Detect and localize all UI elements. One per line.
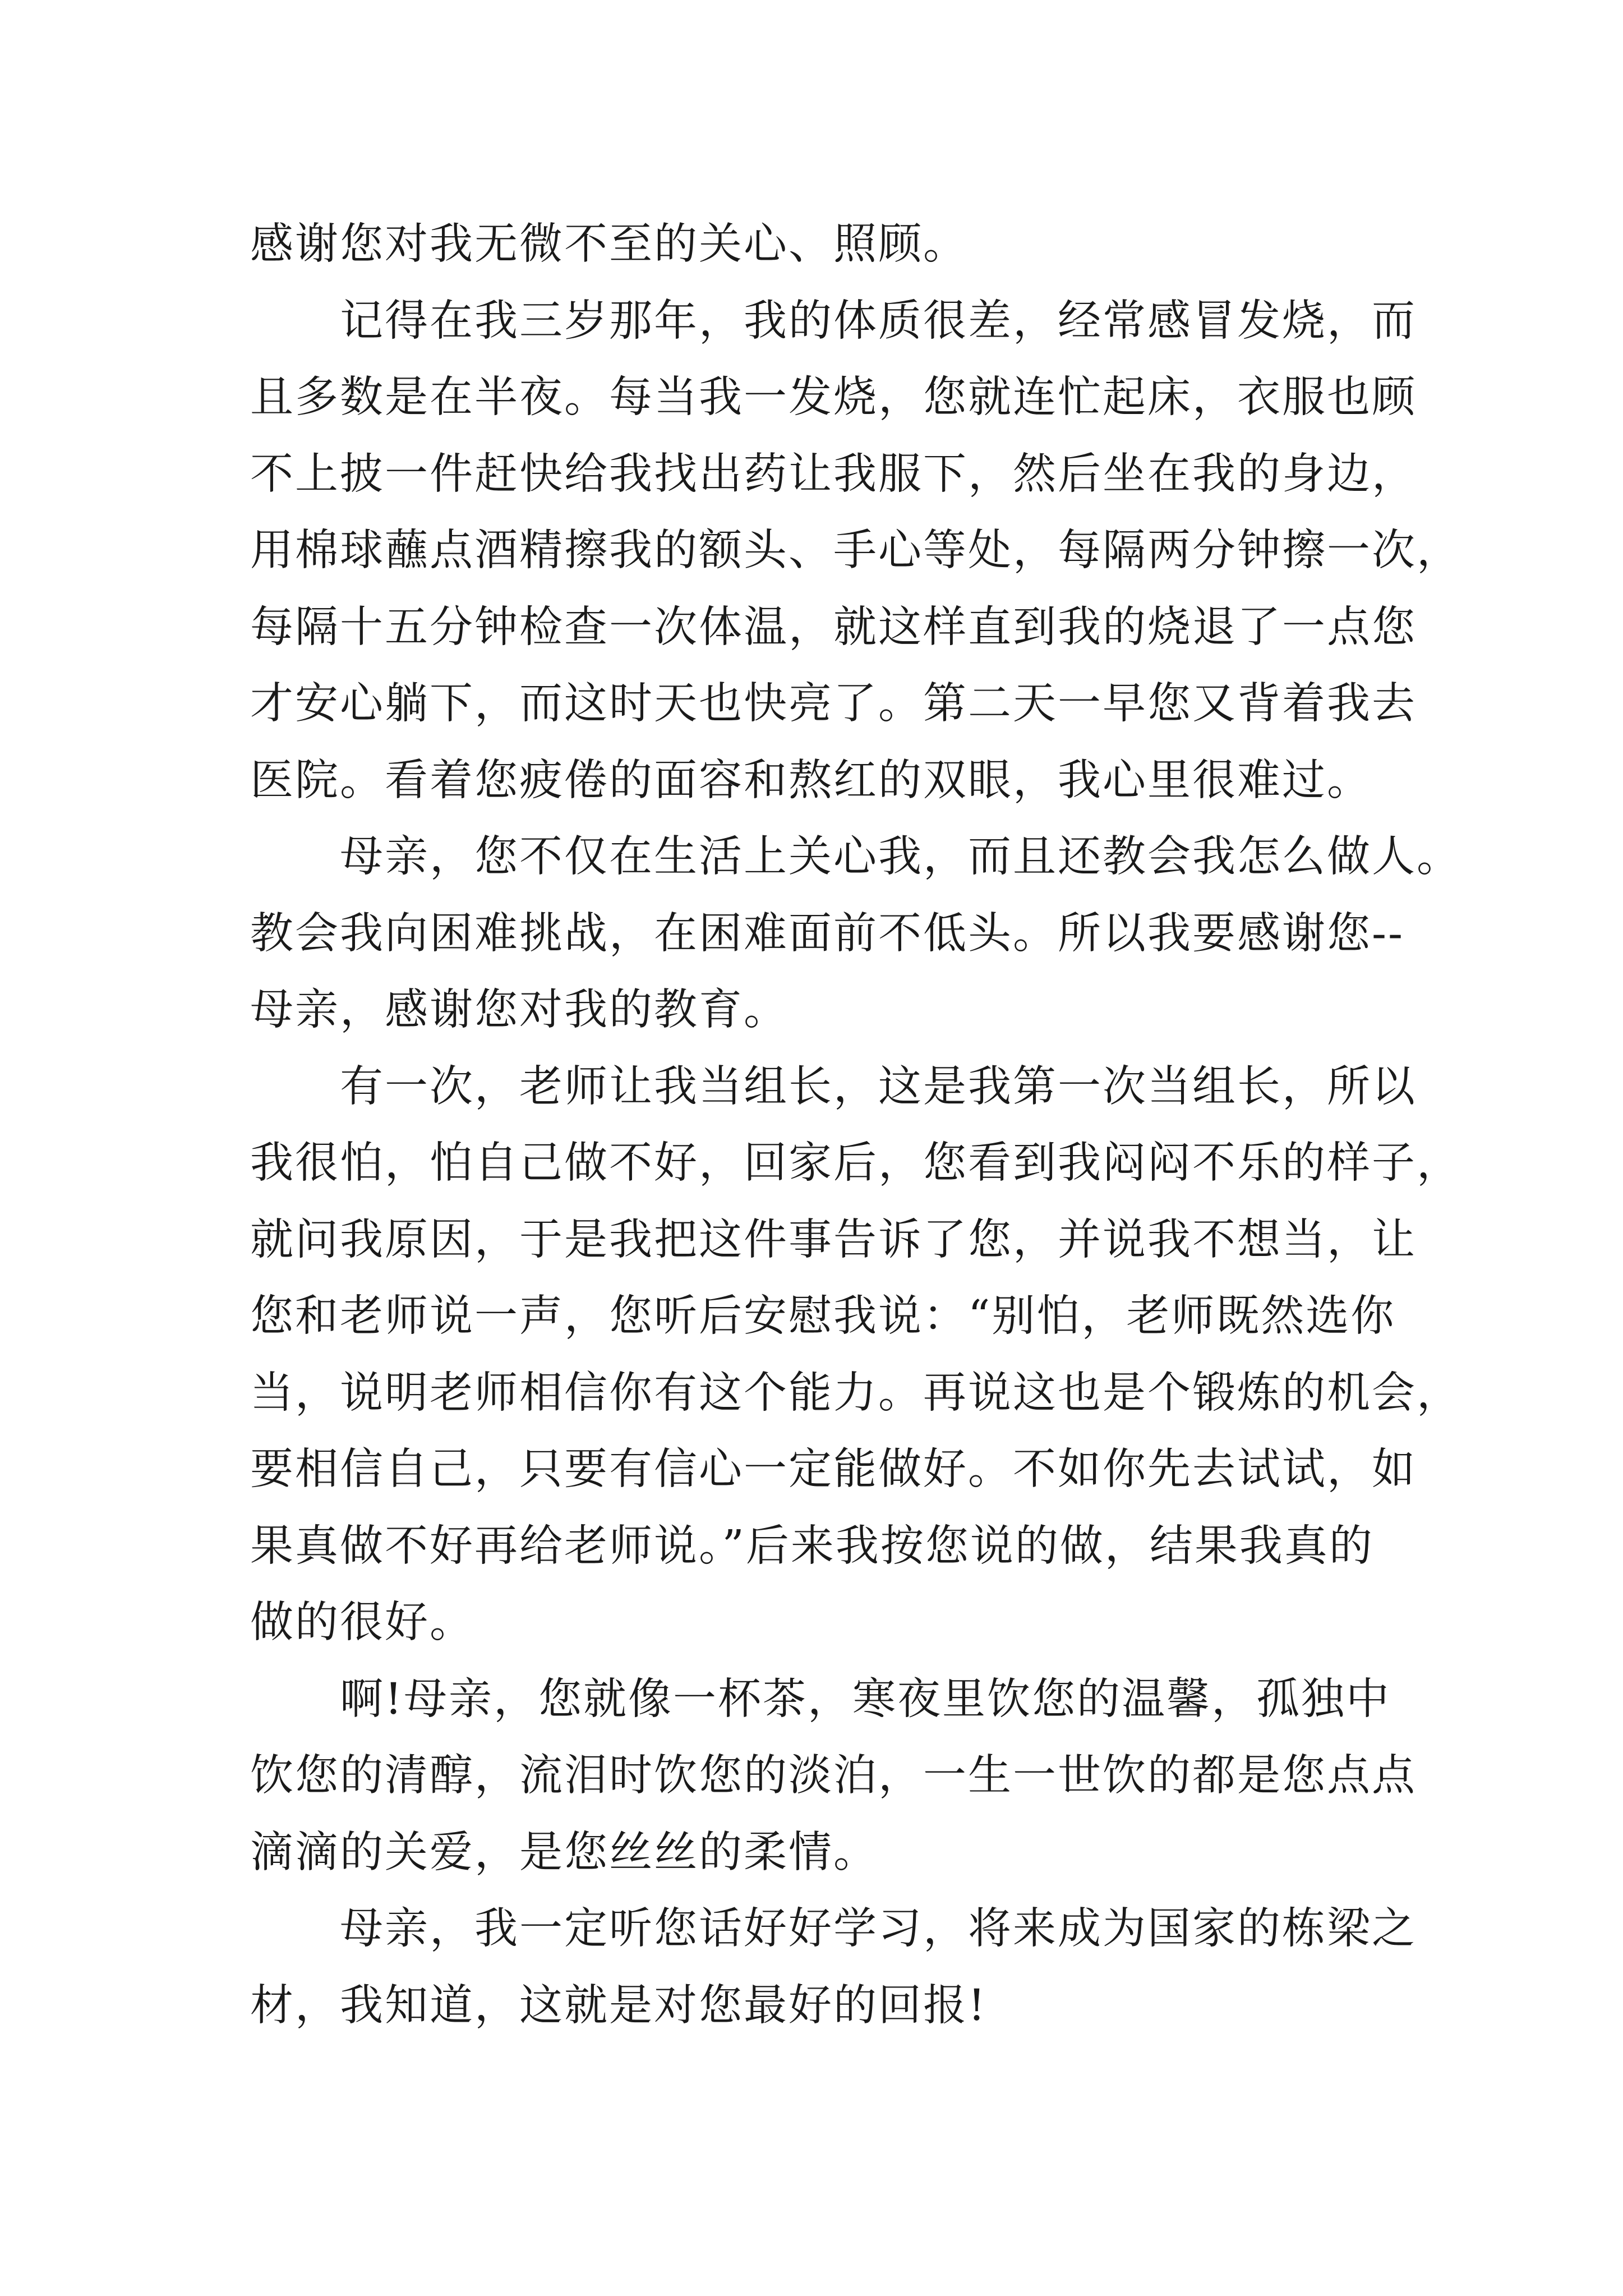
text-line: 您和老师说一声，您听后安慰我说：“别怕，老师既然选你 <box>250 1291 1396 1341</box>
text-line: 果真做不好再给老师说。”后来我按您说的做，结果我真的 <box>250 1521 1374 1571</box>
text-line: 用棉球蘸点酒精擦我的额头、手心等处，每隔两分钟擦一次， <box>250 526 1461 576</box>
body-text <box>250 206 1461 2044</box>
text-line: 母亲，您不仅在生活上关心我，而且还教会我怎么做人。 <box>340 832 1461 882</box>
text-line: 母亲，我一定听您话好好学习，将来成为国家的栋梁之 <box>340 1904 1417 1954</box>
text-line: 要相信自己，只要有信心一定能做好。不如你先去试试，如 <box>250 1444 1417 1494</box>
text-line: 当，说明老师相信你有这个能力。再说这也是个锻炼的机会， <box>250 1368 1461 1418</box>
text-line: 有一次，老师让我当组长，这是我第一次当组长，所以 <box>340 1061 1417 1112</box>
text-line: 且多数是在半夜。每当我一发烧，您就连忙起床，衣服也顾 <box>250 372 1417 422</box>
text-line: 做的很好。 <box>250 1598 474 1648</box>
text-line: 就问我原因，于是我把这件事告诉了您，并说我不想当，让 <box>250 1214 1417 1265</box>
text-line: 教会我向困难挑战，在困难面前不低头。所以我要感谢您-- <box>250 908 1405 959</box>
text-line: 医院。看着您疲倦的面容和熬红的双眼，我心里很难过。 <box>250 755 1372 806</box>
text-line: 母亲，感谢您对我的教育。 <box>250 985 789 1035</box>
text-line: 记得在我三岁那年，我的体质很差，经常感冒发烧，而 <box>340 296 1417 346</box>
text-line: 每隔十五分钟检查一次体温，就这样直到我的烧退了一点您 <box>250 602 1417 652</box>
text-line: 材，我知道，这就是对您最好的回报! <box>250 1980 987 2031</box>
text-line: 滴滴的关爱，是您丝丝的柔情。 <box>250 1827 878 1878</box>
text-line: 感谢您对我无微不至的关心、照顾。 <box>250 219 968 269</box>
text-line: 我很怕，怕自己做不好，回家后，您看到我闷闷不乐的样子， <box>250 1138 1461 1188</box>
text-line: 才安心躺下，而这时天也快亮了。第二天一早您又背着我去 <box>250 679 1417 729</box>
text-line: 啊!母亲，您就像一杯茶，寒夜里饮您的温馨，孤独中 <box>340 1674 1391 1724</box>
text-line: 不上披一件赶快给我找出药让我服下，然后坐在我的身边， <box>250 449 1417 499</box>
text-line: 饮您的清醇，流泪时饮您的淡泊，一生一世饮的都是您点点 <box>250 1751 1417 1801</box>
